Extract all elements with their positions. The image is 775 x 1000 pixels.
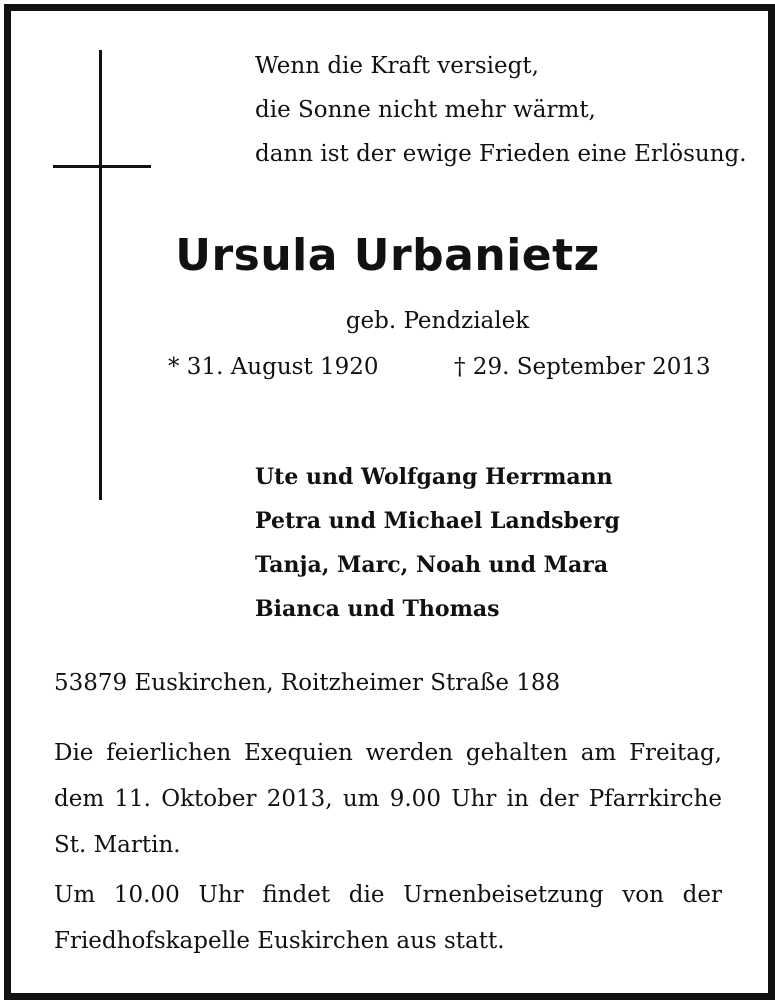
- maiden-name: geb. Pendzialek: [345, 308, 530, 334]
- death-date: † 29. September 2013: [454, 354, 711, 380]
- deceased-name: Ursula Urbanietz: [175, 230, 600, 281]
- poem-line-2: die Sonne nicht mehr wärmt,: [255, 97, 596, 123]
- mourners-list: [255, 455, 620, 631]
- birth-date: * 31. August 1920: [168, 354, 379, 380]
- mourner-line: Bianca und Thomas: [255, 596, 500, 622]
- cross-horizontal-bar: [53, 165, 151, 168]
- mourner-line: Tanja, Marc, Noah und Mara: [255, 552, 609, 578]
- mourner-line: Ute und Wolfgang Herrmann: [255, 464, 613, 490]
- exequies-notice: Die feierlichen Exequien werden gehalten am Freitag, dem 11. Oktober 2013, um 9.00 Uhr in der Pfarrkirche St. Martin.: [54, 740, 722, 858]
- poem-line-3: dann ist der ewige Frieden eine Erlösung.: [255, 141, 747, 167]
- mourner-line: Petra und Michael Landsberg: [255, 508, 620, 534]
- urn-burial-notice: Um 10.00 Uhr findet die Urnenbeisetzung von der Friedhofskapelle Euskirchen aus statt.: [54, 882, 722, 954]
- address: 53879 Euskirchen, Roitzheimer Straße 188: [54, 670, 561, 696]
- poem: [255, 44, 747, 176]
- poem-line-1: Wenn die Kraft versiegt,: [255, 53, 539, 79]
